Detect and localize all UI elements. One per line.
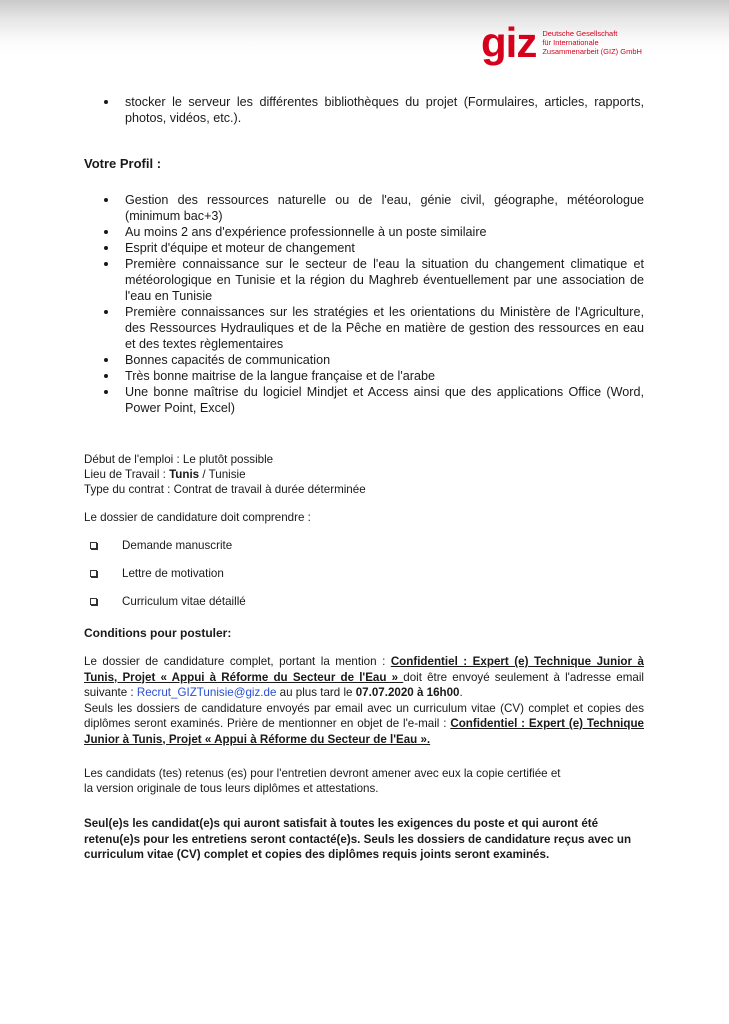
profile-item: Première connaissance sur le secteur de l'eau la situation du changement climatique et météorologique en Tunisie et la région du Maghreb éventuellement par une association de l'eau en Tunisie [84, 256, 644, 304]
profile-item: Gestion des ressources naturelle ou de l'eau, génie civil, géographe, météorologue (minimum bac+3) [84, 192, 644, 224]
conditions-paragraph: Le dossier de candidature complet, portant la mention : Confidentiel : Expert (e) Technique Junior à Tunis, Projet « Appui à Réforme du Secteur de l'Eau » doit être envoyé seulement à l'adresse email suivante : Recrut_GIZTunisie@giz.de au plus tard le 07.07.2020 à 16h00. Seuls les dossiers de candidature envoyés par email avec un curriculum vitae (CV) complet et copies des diplômes seront examinés. Prière de mentionner en objet de l'e-mail : Confidentiel : Expert (e) Technique Junior à Tunis, Projet « Appui à Réforme du Secteur de l'Eau ». [84, 655, 644, 746]
dossier-item: Lettre de motivation [84, 566, 484, 594]
bullet-icon [104, 198, 108, 202]
giz-logo-mark: giz [481, 19, 537, 66]
checkbox-bullet-icon [90, 570, 97, 577]
profile-item: Une bonne maîtrise du logiciel Mindjet et Access ainsi que des applications Office (Word, Power Point, Excel) [84, 384, 644, 416]
dossier-item: Demande manuscrite [84, 538, 484, 566]
checkbox-bullet-icon [90, 598, 97, 605]
bullet-icon [104, 246, 108, 250]
profile-item: Au moins 2 ans d'expérience professionnelle à un poste similaire [84, 224, 644, 240]
giz-logo [481, 19, 642, 66]
profile-item: Très bonne maitrise de la langue française et de l'arabe [84, 368, 644, 384]
bullet-icon [104, 358, 108, 362]
job-start: Début de l'emploi : Le plutôt possible [84, 453, 274, 466]
bullet-icon [104, 390, 108, 394]
bullet-icon [104, 262, 108, 266]
profile-list [84, 192, 644, 416]
bullet-icon [104, 374, 108, 378]
job-info [84, 452, 366, 497]
profile-item: Première connaissances sur les stratégies et les orientations du Ministère de l'Agriculture, des Ressources Hydrauliques et de la Pêche en matière de gestion des ressources en eau et des textes règlementaires [84, 304, 644, 352]
interview-note: Les candidats (tes) retenus (es) pour l'entretien devront amener avec eux la copie certifiée et la version originale de tous leurs diplômes et attestations. [84, 767, 561, 795]
profile-item: Bonnes capacités de communication [84, 352, 644, 368]
intro-bullet-list [84, 94, 644, 126]
intro-bullet: stocker le serveur les différentes bibliothèques du projet (Formulaires, articles, rapports, photos, vidéos, etc.). [84, 94, 644, 126]
deadline: 07.07.2020 à 16h00 [355, 686, 460, 699]
bullet-icon [104, 100, 108, 104]
profile-item: Esprit d'équipe et moteur de changement [84, 240, 644, 256]
checkbox-bullet-icon [90, 542, 97, 549]
dossier-intro: Le dossier de candidature doit comprendre : [84, 511, 311, 524]
subject-mention: Confidentiel : Expert (e) Technique Junior à Tunis, Projet « Appui à Réforme du Secteur de l'Eau ». [84, 717, 644, 746]
giz-logo-text: Deutsche Gesellschaft für Internationale Zusammenarbeit (GIZ) GmbH [542, 29, 642, 56]
profile-heading: Votre Profil : [84, 156, 162, 171]
final-note: Seul(e)s les candidat(e)s qui auront satisfait à toutes les exigences du poste et qui auront été retenu(e)s pour les entretiens seront contacté(e)s. Seuls les dossiers de candidature reçus avec un curriculum vitae (CV) complet et copies des diplômes requis joints seront examinés. [84, 817, 632, 861]
job-contract: Type du contrat : Contrat de travail à durée déterminée [84, 483, 366, 496]
bullet-icon [104, 230, 108, 234]
bullet-icon [104, 310, 108, 314]
dossier-item: Curriculum vitae détaillé [84, 594, 484, 622]
conditions-heading: Conditions pour postuler: [84, 626, 232, 640]
job-location: Lieu de Travail : Tunis / Tunisie [84, 468, 246, 481]
dossier-list [84, 538, 484, 622]
subject-mention: Confidentiel : Expert (e) Technique Junior à Tunis, Projet « Appui à Réforme du Secteur de l'Eau » [84, 655, 644, 684]
email-link[interactable]: Recrut_GIZTunisie@giz.de [136, 686, 277, 699]
